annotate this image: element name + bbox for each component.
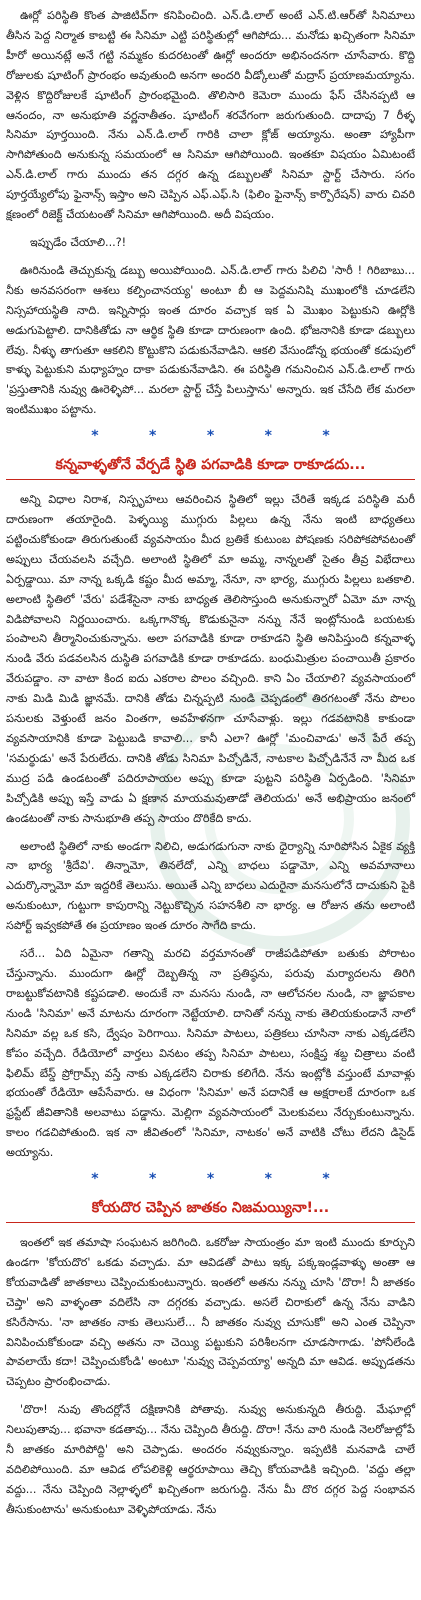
star-mark: * <box>264 1171 272 1188</box>
star-mark: * <box>206 428 215 445</box>
paragraph: సరే... ఏది ఏమైనా గతాన్ని మరచి వర్తమానంతో రాజీపడిపోతూ బతుకు పోరాటం చేస్తున్నాను. ముందుగా ఊర్లో దెబ్బతిన్న నా ప్రతిష్ఠను, పరువు మర్యాదలను తిరిగి రాబట్టుకోవటానికి కష్టపడాలి. అందుకే నా మనసు నుండి, నా ఆలోచనల నుండి, నా జ్ఞాపకాల నుండి 'సినిమా' అనే మాటను దూరంగా నెట్టేయాలి. దానితో నన్ను నాకు తెలియకుండానే నాలో సినిమా వల్ల ఒక కసి, ద్వేషం పెరిగాయి. సినిమా పాటలు, పత్రికలు చూసినా నాకు ఎక్కడలేని కోపం వచ్చేది. రేడియోలో వార్తలు వినటం తప్ప సినిమా పాటలు, సంక్షిప్త శబ్ద చిత్రాలు వంటి ఫిలిమ్ బేస్డ్ ప్రోగ్రామ్స్ వస్తే నాకు ఎక్కడలేని చిరాకు కలిగేది. నేను ఇంట్లోకి వస్తుంటే మావాళ్లు భయంతో రేడియో ఆపేసేవారు. ఆ విధంగా 'సినిమా' అనే పదానికే ఆ అక్షరాలకే దూరంగా ఒక ఫ్రస్టేట్ జీవితానికి అలవాటు పడ్డాను. మెల్లిగా వ్యవసాయంలో మెలకువలు నేర్చుకుంటున్నాను. కాలం గడచిపోతుంది. ఇక నా జీవితంలో 'సినిమా, నాటకం' అనే వాటికి చోటు లేదని డిసైడ్ అయ్యాను. <box>6 947 415 1160</box>
star-mark: * <box>149 428 157 445</box>
paragraph: ఊరినుండి తెచ్చుకున్న డబ్బు అయిపోయింది. ఎన్.డి.లాల్ గారు పిలిచి 'సారీ ! గిరిబాబు... నీకు అనవసరంగా ఆశలు కల్పించానయ్య' అంటూ బీ ఆ పెద్దమనిషి ముఖంలోకి చూడలేని నిస్సహాయస్థితి నాది. ఇన్నిసార్లు ఇంత దూరం వచ్చాక ఇక ఏ మొఖం పెట్టుకుని ఊర్లోకి అడుగుపెట్టాలి. దానికితోడు నా ఆర్థిక స్థితి కూడా దారుణంగా ఉంది. భోజనానికి కూడా డబ్బులు లేవు. నీళ్ళు తాగుతూ ఆకలిని కొట్టుకొని పడుకునేవాడిని. ఆకలి వేసుండోన్న భయంతో కడుపులో కాళ్ళు పెట్టుకుని మధ్యాహ్నం దాకా పడుకునేవాడిని. ఈ పరిస్థితి గమనించిన ఎన్.డి.లాల్ గారు 'ప్రస్తుతానికి నువ్వు ఊరెళ్ళిపో... మరలా స్టార్ట్ చేస్తే పిలుస్తాను' అన్నారు. ఇక చేసేది లేక మరలా ఇంటిముఖం పట్టాను. <box>6 263 415 417</box>
paragraph: ఇంతలో ఇక తమాషా సంఘటన జరిగింది. ఒకరోజు సాయంత్రం మా ఇంటి ముందు కూర్చుని ఉండగా 'కోయదొర' ఒకడు వచ్చాడు. మా ఆవిడతో పాటు ఇక్క పక్కఇండ్లవాళ్ళు అంతా ఆ కోయవాడితో జాతకాలు చెప్పించుకుంటున్నారు. ఇంతలో అతను నన్ను చూసి 'దొరా! నీ జాతకం చెప్తా' అని వాళ్ళంతా వదిలేసి నా దగ్గరకు వచ్చాడు. అసలే చిరాకులో ఉన్న నేను వాడిని కసిరేసాను. 'నా జాతకం నాకు తెలుసులే... నీ జాతకం నువ్వు చూసుకో' అని ఎంత చెప్పినా వినిపించుకోకుండా వచ్చి అతను నా చెయ్యి పట్టుకుని పరిశీలనగా చూడసాగాడు. 'పోనీలేండి పావలాయే కదా! చెప్పించుకోండి' అంటూ 'నువ్వు చెప్పవయ్యా' అన్నది మా ఆవిడ. అప్పుడతను చెప్పటం ప్రారంభించాడు. <box>6 1236 415 1389</box>
section-separator <box>6 1171 415 1187</box>
star-mark: * <box>322 428 330 445</box>
paragraph: ఇప్పుడేం చేయాలి...?! <box>30 235 127 249</box>
star-mark: * <box>264 428 272 445</box>
star-mark: * <box>91 1171 99 1188</box>
section-separator <box>6 428 415 444</box>
paragraph: అన్ని విధాల నిరాశ, నిస్పృహలు ఆవరించిన స్థితిలో ఇల్లు చేరితే ఇక్కడ పరిస్థితి మరీ దారుణంగా తయారైంది. పెళ్ళయ్యి ముగ్గురు పిల్లలు ఉన్న నేను ఇంటి బాధ్యతలు పట్టించుకోకుండా తిరుగుతుంటే వ్యవసాయం మీద బ్రతికే కుటుంబ పోషణకు సరిపోకపోవటంతో అప్పులు చేయవలసి వచ్చేది. అలాంటి స్థితిలో మా అమ్మ, నాన్నలతో సైతం తీవ్ర విభేదాలు ఏర్పడ్డాయి. మా నాన్న ఒక్కడి కష్టం మీద అమ్మా, నేనూ, నా భార్య, ముగ్గురు పిల్లలు బతకాలి. అలాంటి స్థితిలో 'వేరు' పడేశేసైనా నాకు బాధ్యత తెలిసొస్తుంది అనుకున్నారో ఏమో మా నాన్న విడిపోవాలని నిర్ణయించారు. ఒక్కగానొక్క కొడుకునైనా నన్ను నేనే ఇంట్లోనుండి బయటకు పంపాలని తీర్మానించుకున్నాను. అలా పగవాడికి కూడా రాకూడని స్థితి అనిపిస్తుంది కన్నవాళ్ళ నుండి వేరు పడవలసిన దుస్థితి పగవాడికి కూడా రాకూడదు. బంధుమిత్రుల పంచాయితీ ప్రకారం వేరుపడ్డాం. నా వాటా కింద ఐదు ఎకరాల పొలం వచ్చింది. కాని ఏం చేయాలి? వ్యవసాయంలో నాకు మిడి మిడి జ్ఞానమే. దానికి తోడు చిన్నప్పటి నుండి చెప్పడంలో తిరగటంతో నేను పొలం పనులకు వెళ్తుంటే జనం వింతగా, అవహేళనగా చూసేవాళ్లు. ఇల్లు గడవటానికి కాకుండా వ్యవసాయానికి కూడా పెట్టుబడి కావాలి... కానీ ఎలా? ఊర్లో 'మంచివాడు' అనే పేరే తప్ప 'సమర్థుడు' అనే పేరులేదు. దానికి తోడు సినిమా పిచ్చోడినే, నాటకాల పిచ్చోడినేనే నా మీద ఒక ముద్ర పడి ఉండటంతో పదిరూపాయల అప్పు కూడా పుట్టని పరిస్థితి ఏర్పడింది. 'సినిమా పిచ్చోడికి అప్పు ఇస్తే వాడు ఏ క్షణాన మాయమవుతాడో తెలియదు' అనే అభిప్రాయం జనంలో ఉండటంతో నాకు సానుభూతి తప్ప సాయం దొరికేది కాదు. <box>6 493 415 825</box>
star-mark: * <box>206 1171 215 1188</box>
section-heading: కోయదొర చెప్పిన జాతకం నిజమయ్యినా!... <box>6 1197 415 1223</box>
star-mark: * <box>91 428 99 445</box>
star-mark: * <box>149 1171 157 1188</box>
paragraph: 'దొరా! నువు తొందర్లోనే దక్షిణానికి పోతావు. నువ్వు అనుకున్నది తీరుద్ది. మేఘాల్లో నిలుపుతావు... భవానా కడతావు... నేను చెప్పింది తీరుద్ది. దొరా! నేను వారి నుండి నెలరోజుల్లోపే నీ జాతకం మారిపోద్ది' అని చెప్పాడు. అందరం నవ్వుకున్నాం. ఇప్పటికి మనవాడి చాలే వదిలిపోయింది. మా ఆవిడ లోపలికెళ్లి ఆర్థరూపాయి తెచ్చి కోయవాడికి ఇచ్చింది. 'వద్దు తల్లా వద్దు... నేను చెప్పింది నెల్లాళ్ళలో ఖచ్చితంగా జరుగుద్ది. నేను మీ దొర దగ్గర పెద్ద సంభావన తీసుకుంటాను' అనుకుంటూ వెళ్ళిపోయాడు. నేను <box>6 1403 415 1516</box>
paragraph: అలాంటి స్థితిలో నాకు అండగా నిలిచి, అడుగడుగునా నాకు ధైర్యాన్ని నూరిపోసిన ఏకైక వ్యక్తి నా భార్య 'శ్రీదేవి'. తిన్నామో, తినలేదో, ఎన్ని బాధలు పడ్డామో, ఎన్ని అవమానాలు ఎదుర్కొన్నామో మా ఇద్దరికే తెలుసు. అయితే ఎన్ని బాధలు ఎదురైనా మనసులోనే దాచుకుని పైకి అనుకుంటూ, గుట్టుగా కాపురాన్ని నెట్టుకొచ్చిన సహనశీలి నా భార్య. ఆ రోజున తను అలాంటి సపోర్ట్ ఇవ్వకపోతే ఈ ప్రయాణం ఇంత దూరం సాగేది కాదు. <box>6 839 415 933</box>
paragraph: ఊర్లో పరిస్థితి కొంత పాజిటివ్‌గా కనిపించింది. ఎన్.డి.లాల్ అంటే ఎన్.టి.ఆర్‌తో సినిమాలు తీసిన పెద్ద నిర్మాత కాబట్టి ఈ సినిమా ఎట్టి పరిస్థితుల్లో ఆగిపోదు... మనోడు ఖచ్చితంగా సినిమా హీరో అయినట్లే అనే గట్టి నమ్మకం కుదరటంతో ఊర్లో అందరూ అభినందనగా చూసేవారు. కొద్ది రోజులకు షూటింగ్ ప్రారంభం అవుతుంది అనగా అందరి వీడ్కోలుతో మద్రాస్ ప్రయాణమయ్యాను. వెళ్లిన కొద్దిరోజులకే షూటింగ్ ప్రారంభమైంది. తొలిసారి కెమెరా ముందు ఫేస్ చేసినప్పటి ఆ ఆనందం, నా అనుభూతి వర్ణనాతీతం. షూటింగ్ శరవేగంగా జరుగుతుంది. దాదాపు 7 రీళ్ళ సినిమా పూర్తయింది. నేను ఎన్.డి.లాల్ గారికి చాలా క్లోజ్ అయ్యాను. అంతా హ్యాపీగా సాగిపోతుంది అనుకున్న సమయంలో ఆ సినిమా ఆగిపోయింది. ఇంతకూ విషయం ఏమిటంటే ఎన్.డి.లాల్ గారు ముందు తన దగ్గర ఉన్న డబ్బులతో సినిమా స్టార్ట్ చేసారు. సగం పూర్తయ్యేలోపు ఫైనాన్స్ ఇస్తాం అని చెప్పిన ఎఫ్.ఎఫ్.సి (ఫిలిం ఫైనాన్స్ కార్పొరేషన్) వారు చివరి క్షణంలో రిజెక్ట్ చేయటంతో సినిమా ఆగిపోయింది. అదీ విషయం. <box>6 9 415 222</box>
section-heading: కన్నవాళ్ళతోనే వేర్పడే స్థితి పగవాడికి కూడా రాకూడదు... <box>6 454 415 480</box>
star-mark: * <box>322 1171 330 1188</box>
